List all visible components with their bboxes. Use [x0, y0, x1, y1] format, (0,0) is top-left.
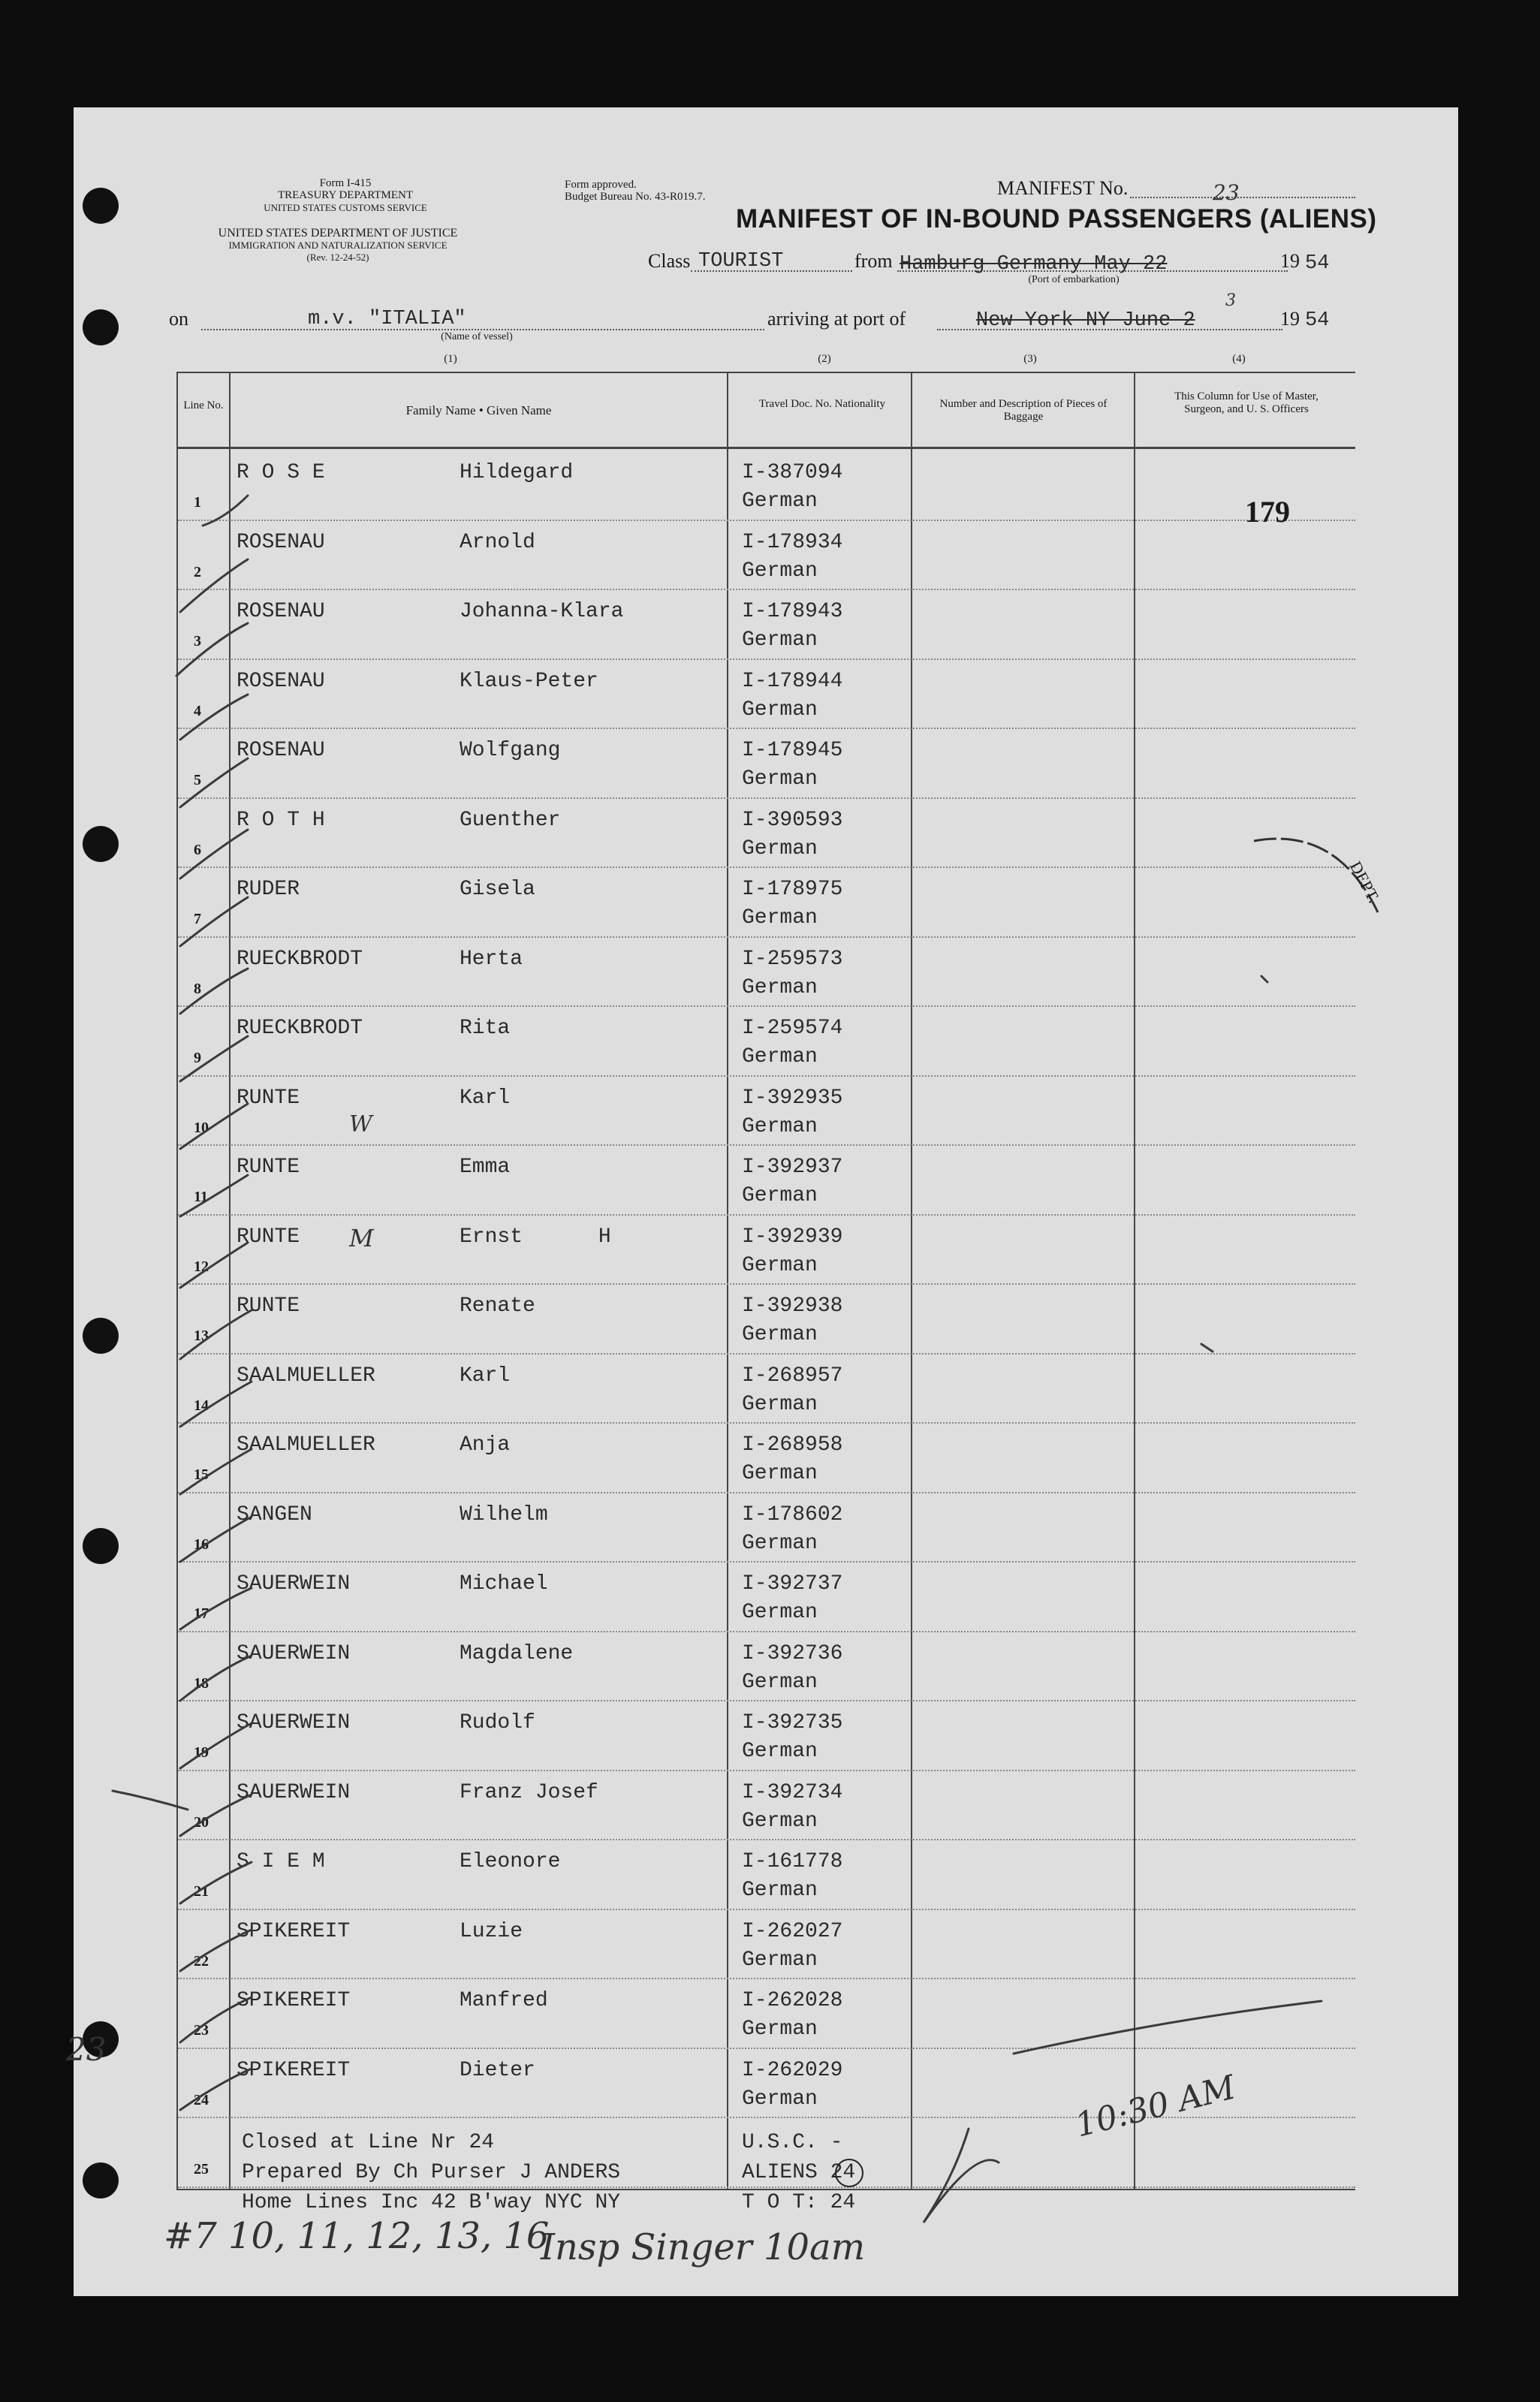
line-number: 6 [194, 841, 201, 858]
line-number: 13 [194, 1328, 209, 1344]
usc-count: U.S.C. - [742, 2131, 843, 2154]
family-name: RUNTE [237, 1225, 300, 1249]
family-name: ROSENAU [237, 739, 325, 762]
given-name: Wilhelm [460, 1502, 548, 1526]
given-name: Wolfgang [460, 739, 561, 762]
travel-doc-number: I-262028 [742, 1989, 843, 2012]
family-name: ROSENAU [237, 530, 325, 554]
from-value: Hamburg Germany May 22 [900, 253, 1168, 276]
nationality: German [742, 1740, 818, 1763]
line-number: 20 [194, 1813, 209, 1831]
line-number: 22 [194, 1952, 209, 1970]
dept-stamp-text: DEPT. [1346, 857, 1384, 906]
line-number: 24 [194, 2091, 209, 2108]
ins-service: IMMIGRATION AND NATURALIZATION SERVICE [228, 240, 448, 251]
header-baggage: Number and Description of Pieces of Baggage [939, 398, 1108, 423]
given-name: Michael [460, 1572, 548, 1596]
on-label: on [169, 308, 188, 330]
class-value: TOURIST [698, 250, 784, 273]
travel-doc-number: I-392734 [742, 1780, 843, 1804]
line-number: 3 [194, 633, 201, 649]
home-lines-address: Home Lines Inc 42 B'way NYC NY [242, 2191, 621, 2214]
manifest-title: MANIFEST OF IN-BOUND PASSENGERS (ALIENS) [736, 204, 1377, 234]
travel-doc-number: I-387094 [742, 461, 843, 484]
nationality: German [742, 1184, 818, 1207]
line-number: 18 [194, 1674, 209, 1692]
revision-date: (Rev. 12-24-52) [306, 252, 369, 263]
family-name: R O T H [237, 808, 325, 832]
class-label: Class [648, 250, 691, 272]
given-name: Klaus-Peter [460, 669, 598, 693]
nationality: German [742, 1114, 818, 1138]
nationality: German [742, 1531, 818, 1555]
family-name: SAUERWEIN [237, 1780, 351, 1804]
family-name: SAALMUELLER [237, 1364, 375, 1388]
nationality: German [742, 836, 818, 860]
given-name: Franz Josef [460, 1780, 598, 1804]
nationality: German [742, 1462, 818, 1485]
given-name: Dieter [460, 2058, 535, 2082]
travel-doc-number: I-392939 [742, 1225, 843, 1249]
justice-department: UNITED STATES DEPARTMENT OF JUSTICE [218, 227, 458, 240]
family-name: RUNTE [237, 1294, 300, 1318]
given-name: Rita [460, 1017, 511, 1040]
arriving-label: arriving at port of [767, 308, 906, 330]
given-name: Renate [460, 1294, 535, 1318]
customs-service: UNITED STATES CUSTOMS SERVICE [264, 202, 427, 213]
given-name: Manfred [460, 1989, 548, 2012]
family-name: SAUERWEIN [237, 1711, 351, 1734]
nationality: German [742, 1670, 818, 1694]
line-number: 19 [194, 1744, 209, 1761]
travel-doc-number: I-178602 [742, 1502, 843, 1526]
nationality: German [742, 559, 818, 583]
year-value: 54 [1305, 252, 1330, 275]
given-name: Johanna-Klara [460, 600, 624, 623]
family-name: S I E M [237, 1850, 325, 1873]
handwritten-line-list: #7 10, 11, 12, 13, 16 [164, 2215, 550, 2257]
family-name: SPIKEREIT [237, 1919, 351, 1943]
time-note: 10:30 AM [1071, 2068, 1240, 2145]
travel-doc-number: I-392935 [742, 1086, 843, 1110]
family-name: RUECKBRODT [237, 1017, 363, 1040]
nationality: German [742, 698, 818, 722]
header-line-no: Line No. [183, 399, 224, 411]
travel-doc-number: I-390593 [742, 808, 843, 832]
given-name: Guenther [460, 808, 561, 832]
closed-at-line: Closed at Line Nr 24 [242, 2131, 495, 2154]
treasury-department: TREASURY DEPARTMENT [277, 189, 414, 201]
travel-doc-number: I-268957 [742, 1364, 843, 1388]
given-name: Ernst H [460, 1225, 611, 1249]
travel-doc-number: I-178945 [742, 739, 843, 762]
given-name: Rudolf [460, 1711, 535, 1734]
vessel-name: m.v. "ITALIA" [308, 308, 466, 330]
line-number: 2 [194, 563, 201, 580]
budget-bureau: Budget Bureau No. 43-R019.7. [565, 191, 706, 203]
nationality: German [742, 2018, 818, 2041]
family-name: RUNTE [237, 1156, 300, 1179]
travel-doc-number: I-259573 [742, 947, 843, 971]
travel-doc-number: I-392938 [742, 1294, 843, 1318]
given-name: Arnold [460, 530, 535, 554]
given-name: Anja [460, 1433, 511, 1457]
line-number: 17 [194, 1605, 209, 1622]
nationality: German [742, 767, 818, 791]
header-travel-doc: Travel Doc. No. Nationality [758, 398, 886, 410]
line-number: 8 [194, 980, 201, 997]
family-name: SANGEN [237, 1502, 312, 1526]
vessel-name-label: (Name of vessel) [441, 331, 513, 342]
col-number-2: (2) [818, 353, 831, 365]
given-name: Karl [460, 1364, 511, 1388]
nationality: German [742, 1392, 818, 1416]
travel-doc-number: I-259574 [742, 1017, 843, 1040]
given-name: Luzie [460, 1919, 523, 1943]
travel-doc-number: I-178934 [742, 530, 843, 554]
nationality: German [742, 1948, 818, 1972]
col-number-3: (3) [1023, 353, 1037, 365]
line-number: 25 [194, 2161, 209, 2177]
line-number: 21 [194, 1883, 209, 1900]
family-name: SAUERWEIN [237, 1572, 351, 1596]
year-value: 54 [1305, 309, 1330, 332]
line-number: 16 [194, 1536, 209, 1553]
family-name: SPIKEREIT [237, 1989, 351, 2012]
nationality: German [742, 906, 818, 930]
travel-doc-number: I-392735 [742, 1711, 843, 1734]
line-number: 23 [194, 2022, 209, 2039]
nationality: German [742, 1323, 818, 1346]
line-number: 1 [194, 494, 201, 511]
line-number: 4 [194, 702, 201, 719]
nationality: German [742, 2087, 818, 2111]
line-number: 11 [194, 1189, 208, 1205]
given-name: Karl [460, 1086, 511, 1110]
col-number-4: (4) [1232, 353, 1246, 365]
line-number: 9 [194, 1050, 201, 1066]
mark-m: M [349, 1224, 374, 1252]
total-count: T O T: 24 [742, 2191, 856, 2214]
family-name: SPIKEREIT [237, 2058, 351, 2082]
family-name: R O S E [237, 461, 325, 484]
arriving-value: New York NY June 2 [976, 309, 1195, 332]
family-name: SAUERWEIN [237, 1641, 351, 1665]
form-approved: Form approved. [565, 179, 637, 191]
prepared-by: Prepared By Ch Purser J ANDERS [242, 2161, 621, 2184]
header-name: Family Name • Given Name [405, 403, 552, 417]
line-number: 12 [194, 1258, 209, 1275]
travel-doc-number: I-262027 [742, 1919, 843, 1943]
manifest-no-label: MANIFEST No. [997, 177, 1129, 199]
line-number: 7 [194, 911, 201, 927]
travel-doc-number: I-178943 [742, 600, 843, 623]
line-number: 15 [194, 1466, 209, 1483]
family-name: ROSENAU [237, 600, 325, 623]
officer-number: 179 [1245, 495, 1290, 529]
arriving-day-correction: 3 [1225, 291, 1236, 310]
from-label: from [854, 250, 893, 272]
travel-doc-number: I-161778 [742, 1850, 843, 1873]
col-number-1: (1) [444, 353, 457, 365]
travel-doc-number: I-268958 [742, 1433, 843, 1457]
travel-doc-number: I-392937 [742, 1156, 843, 1179]
nationality: German [742, 490, 818, 513]
travel-doc-number: I-392736 [742, 1641, 843, 1665]
year-prefix: 19 [1280, 250, 1300, 272]
mark-w: W [349, 1111, 372, 1138]
family-name: RUNTE [237, 1086, 300, 1110]
inspector-signature: Insp Singer 10am [541, 2226, 866, 2268]
nationality: German [742, 975, 818, 999]
travel-doc-number: I-178975 [742, 878, 843, 901]
family-name: RUDER [237, 878, 300, 901]
given-name: Hildegard [460, 461, 574, 484]
form-number: Form I-415 [319, 177, 372, 189]
nationality: German [742, 1879, 818, 1902]
line-number: 5 [194, 772, 201, 788]
travel-doc-number: I-178944 [742, 669, 843, 693]
travel-doc-number: I-392737 [742, 1572, 843, 1596]
given-name: Herta [460, 947, 523, 971]
nationality: German [742, 1809, 818, 1833]
given-name: Emma [460, 1156, 511, 1179]
given-name: Magdalene [460, 1641, 574, 1665]
travel-doc-number: I-262029 [742, 2058, 843, 2082]
family-name: ROSENAU [237, 669, 325, 693]
family-name: SAALMUELLER [237, 1433, 375, 1457]
line-number: 10 [194, 1119, 209, 1136]
port-embarkation-label: (Port of embarkation) [1028, 274, 1120, 285]
year-prefix: 19 [1280, 308, 1300, 330]
nationality: German [742, 1601, 818, 1624]
family-name: RUECKBRODT [237, 947, 363, 971]
line-number: 14 [194, 1397, 209, 1414]
aliens-count: ALIENS 24 [742, 2161, 856, 2184]
header-officers: This Column for Use of Master, Surgeon, and U. S. Officers [1174, 390, 1318, 415]
given-name: Eleonore [460, 1850, 561, 1873]
given-name: Gisela [460, 878, 535, 901]
nationality: German [742, 1045, 818, 1068]
nationality: German [742, 1253, 818, 1277]
manifest-no-value: 23 [1213, 180, 1240, 205]
margin-note: 23 [66, 2031, 107, 2068]
nationality: German [742, 628, 818, 652]
